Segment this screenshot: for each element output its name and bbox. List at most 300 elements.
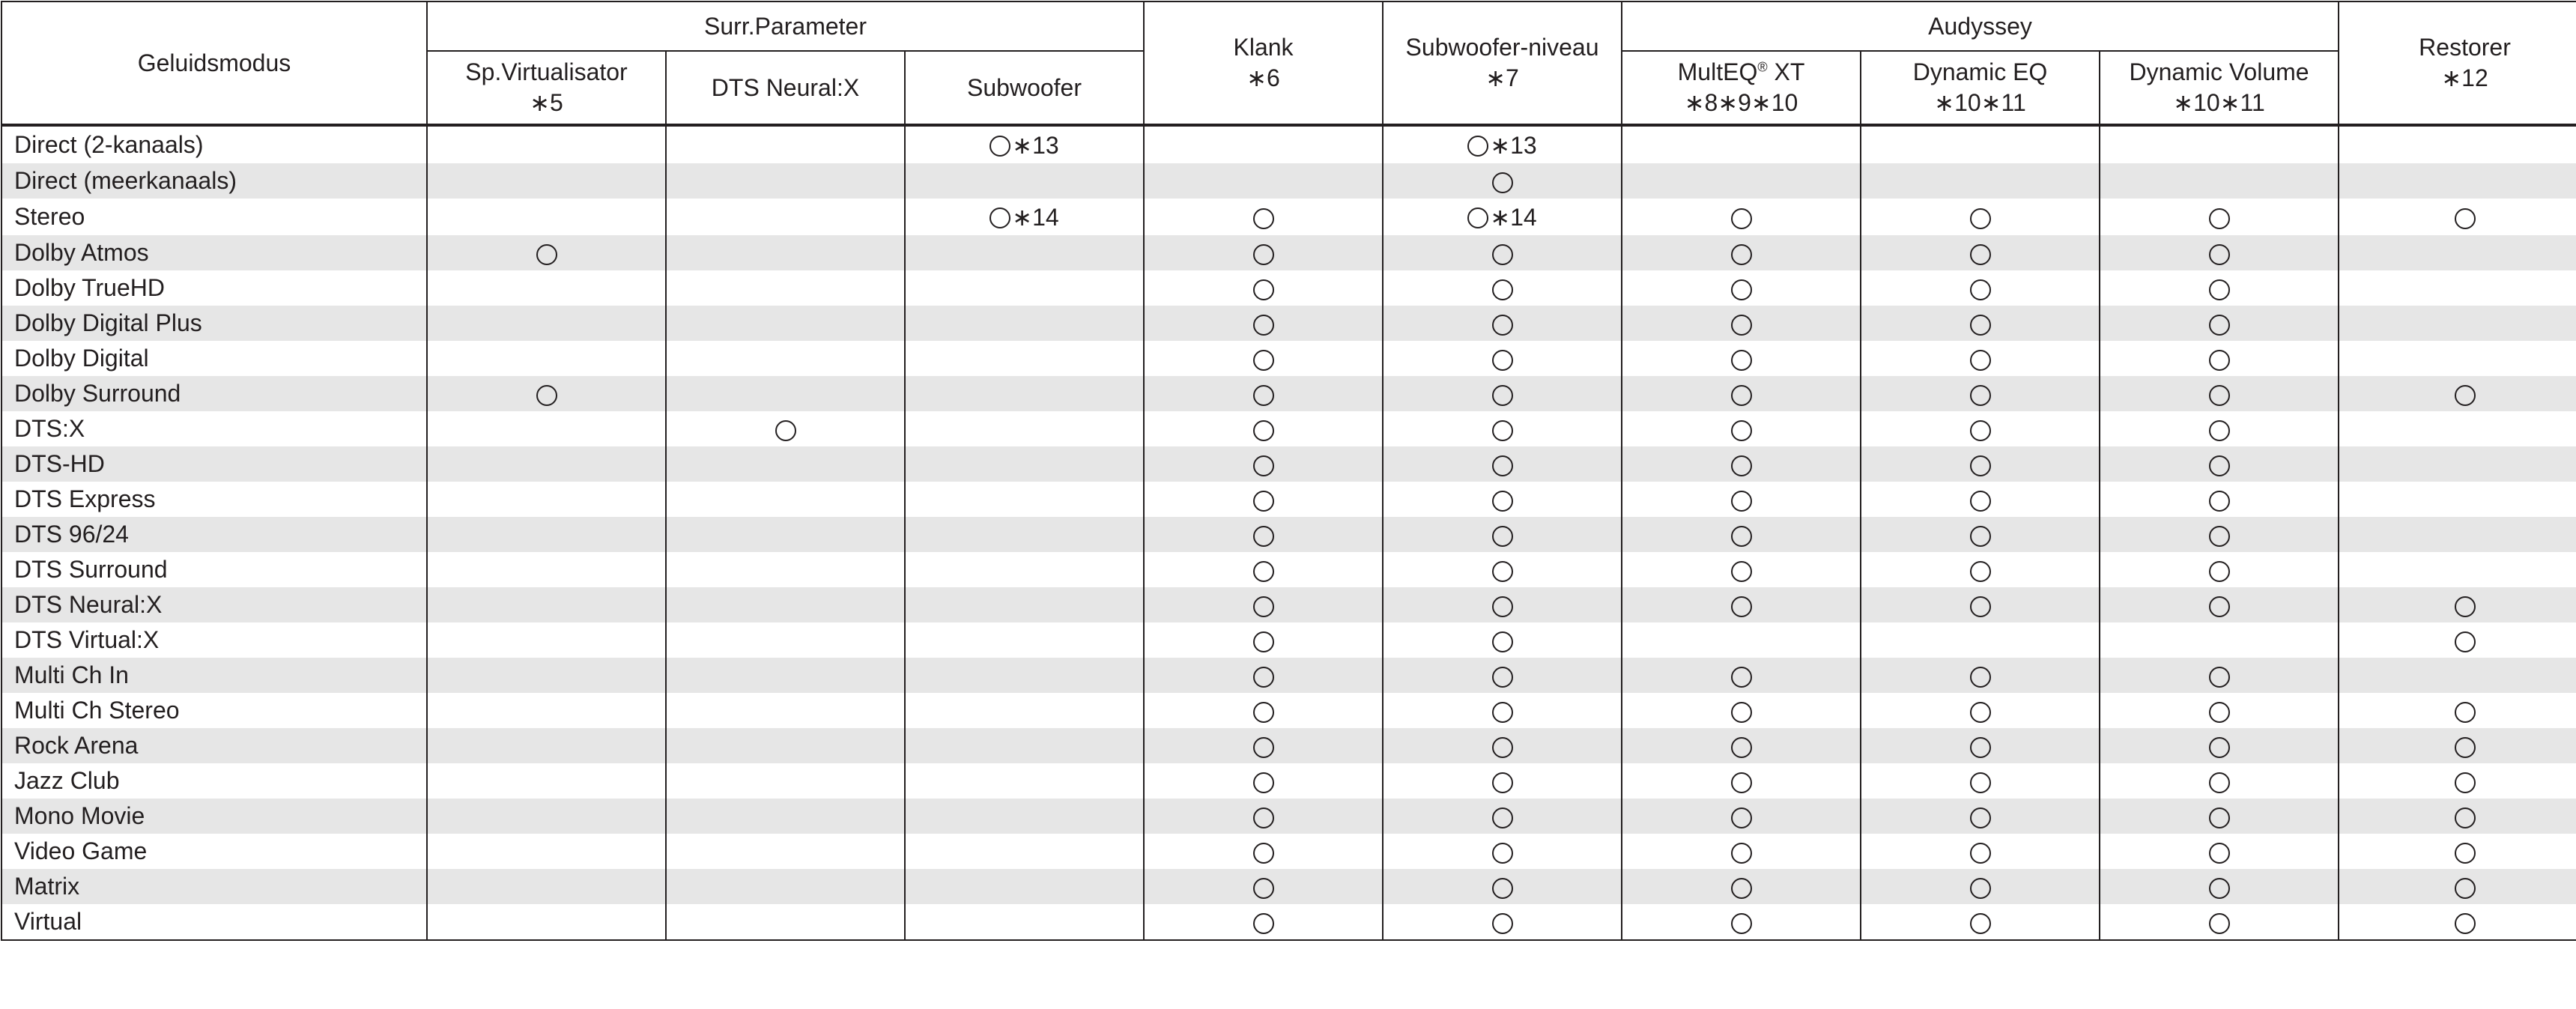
cell-subwoofer: [905, 376, 1144, 411]
cell-subwoofer: [905, 904, 1144, 940]
supported-circle-icon: [536, 244, 557, 265]
supported-circle-icon: [1492, 596, 1513, 617]
cell-klank: [1144, 904, 1383, 940]
supported-circle-icon: [1492, 244, 1513, 265]
cell-dynamic_eq: [1861, 904, 2100, 940]
supported-circle-icon: [1970, 561, 1991, 582]
cell-multeq: [1622, 904, 1861, 940]
supported-circle-icon: [1492, 455, 1513, 476]
header-sp-virtualizer: [427, 51, 666, 125]
supported-circle-icon: [2209, 455, 2230, 476]
supported-circle-icon: [1731, 878, 1752, 899]
table-row: [1, 869, 2576, 904]
sound-mode-name: Virtual: [1, 904, 427, 940]
supported-circle-icon: [1970, 772, 1991, 793]
supported-circle-icon: [1492, 772, 1513, 793]
cell-dynamic_volume: [2100, 446, 2339, 482]
cell-subwoofer: [905, 163, 1144, 199]
supported-circle-icon: [1970, 807, 1991, 828]
header-restorer-label: Restorer: [2419, 34, 2511, 61]
header-group-audyssey: Audyssey: [1622, 1, 2339, 51]
cell-subwoofer: [905, 411, 1144, 446]
supported-circle-icon: [2455, 208, 2476, 229]
supported-circle-icon: [1492, 631, 1513, 652]
header-klank: [1144, 1, 1383, 125]
supported-circle-icon: [1970, 491, 1991, 512]
table-row: [1, 622, 2576, 658]
cell-restorer: [2339, 658, 2576, 693]
sound-mode-name: DTS:X: [1, 411, 427, 446]
header-multeq-xt: [1622, 51, 1861, 125]
table-row: [1, 235, 2576, 270]
cell-sub_level: [1383, 834, 1622, 869]
cell-dynamic_volume: [2100, 341, 2339, 376]
header-dynamic-volume-label: Dynamic Volume: [2129, 58, 2309, 85]
header-dynamic-eq: [1861, 51, 2100, 125]
cell-klank: [1144, 306, 1383, 341]
cell-sp_virt: [427, 517, 666, 552]
cell-multeq: [1622, 270, 1861, 306]
supported-circle-icon: [2209, 913, 2230, 934]
cell-multeq: [1622, 622, 1861, 658]
cell-multeq: [1622, 199, 1861, 235]
supported-circle-icon: [2209, 491, 2230, 512]
cell-klank: [1144, 834, 1383, 869]
cell-restorer: [2339, 411, 2576, 446]
supported-circle-icon: [1731, 279, 1752, 300]
cell-multeq: [1622, 163, 1861, 199]
supported-circle-icon: [1253, 244, 1274, 265]
cell-sp_virt: [427, 163, 666, 199]
cell-multeq: [1622, 517, 1861, 552]
supported-circle-icon: [1492, 561, 1513, 582]
supported-circle-icon: [1970, 350, 1991, 371]
cell-sub_level: [1383, 517, 1622, 552]
supported-circle-icon: [1970, 843, 1991, 864]
table-row: [1, 799, 2576, 834]
cell-restorer: [2339, 376, 2576, 411]
cell-sp_virt: [427, 869, 666, 904]
cell-dynamic_volume: [2100, 763, 2339, 799]
supported-circle-icon: [1492, 737, 1513, 758]
cell-klank: [1144, 622, 1383, 658]
supported-circle-icon: [1970, 596, 1991, 617]
supported-circle-icon: [1253, 526, 1274, 547]
supported-circle-icon: [1492, 279, 1513, 300]
cell-sp_virt: [427, 125, 666, 163]
cell-subwoofer: [905, 799, 1144, 834]
cell-klank: [1144, 728, 1383, 763]
supported-circle-icon: [1253, 420, 1274, 441]
supported-circle-icon: [2455, 843, 2476, 864]
cell-restorer: [2339, 163, 2576, 199]
supported-circle-icon: [1492, 315, 1513, 336]
cell-klank: [1144, 446, 1383, 482]
supported-circle-icon: [990, 136, 1010, 157]
table-row: [1, 517, 2576, 552]
supported-circle-icon: [1731, 913, 1752, 934]
cell-restorer: [2339, 693, 2576, 728]
supported-circle-icon: [2209, 737, 2230, 758]
cell-dts_neuralx: [666, 482, 905, 517]
header-multeq-xt-note: ∗8∗9∗10: [1684, 89, 1798, 116]
cell-klank: [1144, 199, 1383, 235]
header-restorer: [2339, 1, 2576, 125]
cell-multeq: [1622, 446, 1861, 482]
cell-restorer: [2339, 341, 2576, 376]
cell-dts_neuralx: [666, 270, 905, 306]
cell-multeq: [1622, 869, 1861, 904]
sound-mode-name: Jazz Club: [1, 763, 427, 799]
cell-subwoofer: [905, 446, 1144, 482]
supported-circle-icon: [2209, 315, 2230, 336]
cell-dynamic_eq: [1861, 199, 2100, 235]
cell-subwoofer: [905, 587, 1144, 622]
supported-circle-icon: [1970, 208, 1991, 229]
cell-dynamic_eq: [1861, 235, 2100, 270]
supported-circle-icon: [1253, 455, 1274, 476]
registered-mark: ®: [1757, 59, 1768, 75]
cell-dynamic_volume: [2100, 125, 2339, 163]
footnote-ref: ∗13: [1490, 132, 1537, 160]
cell-dynamic_volume: [2100, 199, 2339, 235]
header-klank-note: ∗6: [1246, 64, 1280, 91]
cell-subwoofer: [905, 552, 1144, 587]
cell-dts_neuralx: [666, 869, 905, 904]
cell-klank: [1144, 163, 1383, 199]
cell-dynamic_eq: [1861, 869, 2100, 904]
cell-restorer: [2339, 834, 2576, 869]
cell-dynamic_eq: [1861, 306, 2100, 341]
supported-circle-icon: [1253, 596, 1274, 617]
supported-circle-icon: [1731, 385, 1752, 406]
supported-circle-icon: [1253, 737, 1274, 758]
cell-sub_level: [1383, 482, 1622, 517]
cell-sp_virt: [427, 341, 666, 376]
supported-circle-icon: [1731, 596, 1752, 617]
supported-circle-icon: [1970, 526, 1991, 547]
supported-circle-icon: [2209, 667, 2230, 688]
cell-multeq: [1622, 125, 1861, 163]
cell-subwoofer: [905, 517, 1144, 552]
cell-multeq: [1622, 763, 1861, 799]
supported-circle-icon: [1492, 385, 1513, 406]
cell-sub_level: [1383, 341, 1622, 376]
cell-dynamic_eq: [1861, 517, 2100, 552]
table-row: [1, 904, 2576, 940]
cell-klank: [1144, 552, 1383, 587]
cell-klank: [1144, 125, 1383, 163]
supported-circle-icon: [1467, 207, 1488, 228]
cell-sp_virt: [427, 235, 666, 270]
cell-dts_neuralx: [666, 306, 905, 341]
cell-sub_level: [1383, 799, 1622, 834]
supported-circle-icon: [536, 385, 557, 406]
cell-dynamic_eq: [1861, 376, 2100, 411]
cell-klank: [1144, 869, 1383, 904]
cell-restorer: [2339, 622, 2576, 658]
cell-sub_level: [1383, 693, 1622, 728]
cell-restorer: [2339, 799, 2576, 834]
cell-multeq: [1622, 341, 1861, 376]
cell-sp_virt: [427, 658, 666, 693]
cell-sp_virt: [427, 376, 666, 411]
cell-dts_neuralx: [666, 376, 905, 411]
cell-dynamic_eq: [1861, 552, 2100, 587]
supported-circle-icon: [1492, 843, 1513, 864]
supported-circle-icon: [1253, 843, 1274, 864]
cell-sub_level: [1383, 376, 1622, 411]
cell-dynamic_volume: [2100, 904, 2339, 940]
cell-restorer: [2339, 728, 2576, 763]
cell-sub_level: [1383, 763, 1622, 799]
cell-dynamic_volume: [2100, 552, 2339, 587]
cell-subwoofer: [905, 693, 1144, 728]
cell-dynamic_eq: [1861, 587, 2100, 622]
cell-dts_neuralx: [666, 658, 905, 693]
sound-mode-name: Dolby Digital: [1, 341, 427, 376]
cell-sub_level: [1383, 728, 1622, 763]
supported-circle-icon: [2455, 702, 2476, 723]
cell-dynamic_eq: [1861, 728, 2100, 763]
sound-mode-compatibility-table: [1, 1, 2576, 941]
supported-circle-icon: [2455, 385, 2476, 406]
cell-multeq: [1622, 587, 1861, 622]
cell-dynamic_eq: [1861, 446, 2100, 482]
cell-sp_virt: [427, 728, 666, 763]
table-row: [1, 306, 2576, 341]
cell-sp_virt: [427, 482, 666, 517]
supported-circle-icon: [1970, 737, 1991, 758]
header-klank-label: Klank: [1233, 34, 1294, 61]
cell-sub_level: [1383, 199, 1622, 235]
cell-dts_neuralx: [666, 411, 905, 446]
supported-circle-icon: [775, 420, 796, 441]
cell-restorer: [2339, 482, 2576, 517]
cell-dts_neuralx: [666, 341, 905, 376]
cell-dynamic_volume: [2100, 411, 2339, 446]
cell-klank: [1144, 517, 1383, 552]
supported-circle-icon: [1731, 807, 1752, 828]
cell-multeq: [1622, 235, 1861, 270]
cell-dynamic_volume: [2100, 163, 2339, 199]
cell-dynamic_eq: [1861, 341, 2100, 376]
sound-mode-name: Dolby Digital Plus: [1, 306, 427, 341]
cell-subwoofer: [905, 125, 1144, 163]
supported-circle-icon: [1731, 244, 1752, 265]
supported-circle-icon: [1970, 279, 1991, 300]
cell-dts_neuralx: [666, 517, 905, 552]
supported-circle-icon: [1467, 136, 1488, 157]
header-dynamic-volume-note: ∗10∗11: [2173, 89, 2265, 116]
supported-circle-icon: [1731, 455, 1752, 476]
sound-mode-name: DTS Surround: [1, 552, 427, 587]
cell-dts_neuralx: [666, 763, 905, 799]
table-row: [1, 693, 2576, 728]
cell-subwoofer: [905, 306, 1144, 341]
supported-circle-icon: [2455, 913, 2476, 934]
cell-dts_neuralx: [666, 622, 905, 658]
cell-dynamic_volume: [2100, 517, 2339, 552]
cell-sp_virt: [427, 199, 666, 235]
supported-circle-icon: [1492, 807, 1513, 828]
cell-restorer: [2339, 552, 2576, 587]
supported-circle-icon: [2209, 244, 2230, 265]
cell-sp_virt: [427, 587, 666, 622]
cell-restorer: [2339, 235, 2576, 270]
cell-multeq: [1622, 693, 1861, 728]
table-row: [1, 658, 2576, 693]
cell-multeq: [1622, 306, 1861, 341]
footnote-ref: ∗13: [1012, 132, 1059, 160]
supported-circle-icon: [1970, 702, 1991, 723]
cell-restorer: [2339, 199, 2576, 235]
table-row: [1, 270, 2576, 306]
supported-circle-icon: [2209, 279, 2230, 300]
supported-circle-icon: [1253, 561, 1274, 582]
cell-dynamic_eq: [1861, 125, 2100, 163]
cell-restorer: [2339, 763, 2576, 799]
header-dts-neuralx: DTS Neural:X: [666, 51, 905, 125]
cell-klank: [1144, 693, 1383, 728]
cell-dynamic_eq: [1861, 799, 2100, 834]
supported-circle-icon: [1492, 491, 1513, 512]
supported-circle-icon: [1253, 702, 1274, 723]
cell-sub_level: [1383, 125, 1622, 163]
supported-circle-icon: [1492, 702, 1513, 723]
cell-sub_level: [1383, 552, 1622, 587]
supported-circle-icon: [1492, 913, 1513, 934]
cell-dynamic_volume: [2100, 306, 2339, 341]
cell-dynamic_eq: [1861, 270, 2100, 306]
supported-circle-icon: [2455, 807, 2476, 828]
cell-multeq: [1622, 482, 1861, 517]
header-sound-mode: Geluidsmodus: [1, 1, 427, 125]
supported-circle-icon: [1492, 350, 1513, 371]
supported-circle-icon: [2209, 208, 2230, 229]
table-row: [1, 763, 2576, 799]
cell-dynamic_volume: [2100, 587, 2339, 622]
supported-circle-icon: [2209, 385, 2230, 406]
sound-mode-name: Multi Ch Stereo: [1, 693, 427, 728]
cell-sub_level: [1383, 163, 1622, 199]
supported-circle-icon: [1731, 737, 1752, 758]
cell-sp_virt: [427, 799, 666, 834]
sound-mode-name: DTS-HD: [1, 446, 427, 482]
cell-klank: [1144, 482, 1383, 517]
cell-restorer: [2339, 517, 2576, 552]
supported-circle-icon: [1731, 702, 1752, 723]
cell-sp_virt: [427, 904, 666, 940]
supported-circle-icon: [2209, 350, 2230, 371]
table-row: [1, 587, 2576, 622]
cell-sub_level: [1383, 306, 1622, 341]
supported-circle-icon: [1253, 279, 1274, 300]
cell-subwoofer: [905, 658, 1144, 693]
cell-multeq: [1622, 799, 1861, 834]
cell-subwoofer: [905, 622, 1144, 658]
sound-mode-name: Dolby Surround: [1, 376, 427, 411]
sound-mode-name: DTS Neural:X: [1, 587, 427, 622]
cell-dts_neuralx: [666, 693, 905, 728]
cell-dts_neuralx: [666, 799, 905, 834]
sound-mode-name: Video Game: [1, 834, 427, 869]
supported-circle-icon: [1970, 385, 1991, 406]
sound-mode-name: Mono Movie: [1, 799, 427, 834]
table-row: [1, 446, 2576, 482]
cell-dynamic_volume: [2100, 482, 2339, 517]
cell-subwoofer: [905, 482, 1144, 517]
cell-sp_virt: [427, 306, 666, 341]
header-group-surr-parameter: Surr.Parameter: [427, 1, 1144, 51]
cell-sub_level: [1383, 587, 1622, 622]
sound-mode-name: Multi Ch In: [1, 658, 427, 693]
table-row: [1, 163, 2576, 199]
cell-dts_neuralx: [666, 125, 905, 163]
cell-dynamic_eq: [1861, 411, 2100, 446]
cell-sub_level: [1383, 622, 1622, 658]
sound-mode-name: DTS Virtual:X: [1, 622, 427, 658]
supported-circle-icon: [1253, 350, 1274, 371]
header-restorer-note: ∗12: [2441, 64, 2488, 91]
cell-klank: [1144, 270, 1383, 306]
cell-klank: [1144, 799, 1383, 834]
header-multeq-xt-label: [1622, 57, 1860, 88]
table-row: [1, 411, 2576, 446]
supported-circle-icon: [2209, 596, 2230, 617]
sound-mode-name: Matrix: [1, 869, 427, 904]
cell-klank: [1144, 587, 1383, 622]
cell-klank: [1144, 376, 1383, 411]
cell-restorer: [2339, 270, 2576, 306]
sound-mode-name: DTS 96/24: [1, 517, 427, 552]
cell-multeq: [1622, 376, 1861, 411]
cell-sub_level: [1383, 270, 1622, 306]
supported-circle-icon: [1731, 420, 1752, 441]
cell-sub_level: [1383, 446, 1622, 482]
cell-dynamic_volume: [2100, 869, 2339, 904]
supported-circle-icon: [2455, 878, 2476, 899]
cell-multeq: [1622, 552, 1861, 587]
supported-circle-icon: [2455, 737, 2476, 758]
supported-circle-icon: [1492, 667, 1513, 688]
header-multeq-name: MultEQ: [1677, 58, 1758, 85]
supported-circle-icon: [1253, 315, 1274, 336]
sound-mode-name: Dolby Atmos: [1, 235, 427, 270]
supported-circle-icon: [1970, 315, 1991, 336]
cell-sub_level: [1383, 869, 1622, 904]
cell-subwoofer: [905, 270, 1144, 306]
supported-circle-icon: [2209, 772, 2230, 793]
cell-restorer: [2339, 587, 2576, 622]
supported-circle-icon: [1731, 208, 1752, 229]
sound-mode-name: Rock Arena: [1, 728, 427, 763]
cell-restorer: [2339, 446, 2576, 482]
cell-sp_virt: [427, 270, 666, 306]
supported-circle-icon: [1253, 631, 1274, 652]
supported-circle-icon: [1970, 913, 1991, 934]
cell-subwoofer: [905, 763, 1144, 799]
supported-circle-icon: [2209, 420, 2230, 441]
supported-circle-icon: [1253, 491, 1274, 512]
cell-dts_neuralx: [666, 587, 905, 622]
supported-circle-icon: [1253, 208, 1274, 229]
cell-dynamic_eq: [1861, 693, 2100, 728]
sound-mode-name: Stereo: [1, 199, 427, 235]
header-dynamic-eq-note: ∗10∗11: [1934, 89, 2026, 116]
cell-dynamic_volume: [2100, 376, 2339, 411]
cell-sub_level: [1383, 904, 1622, 940]
